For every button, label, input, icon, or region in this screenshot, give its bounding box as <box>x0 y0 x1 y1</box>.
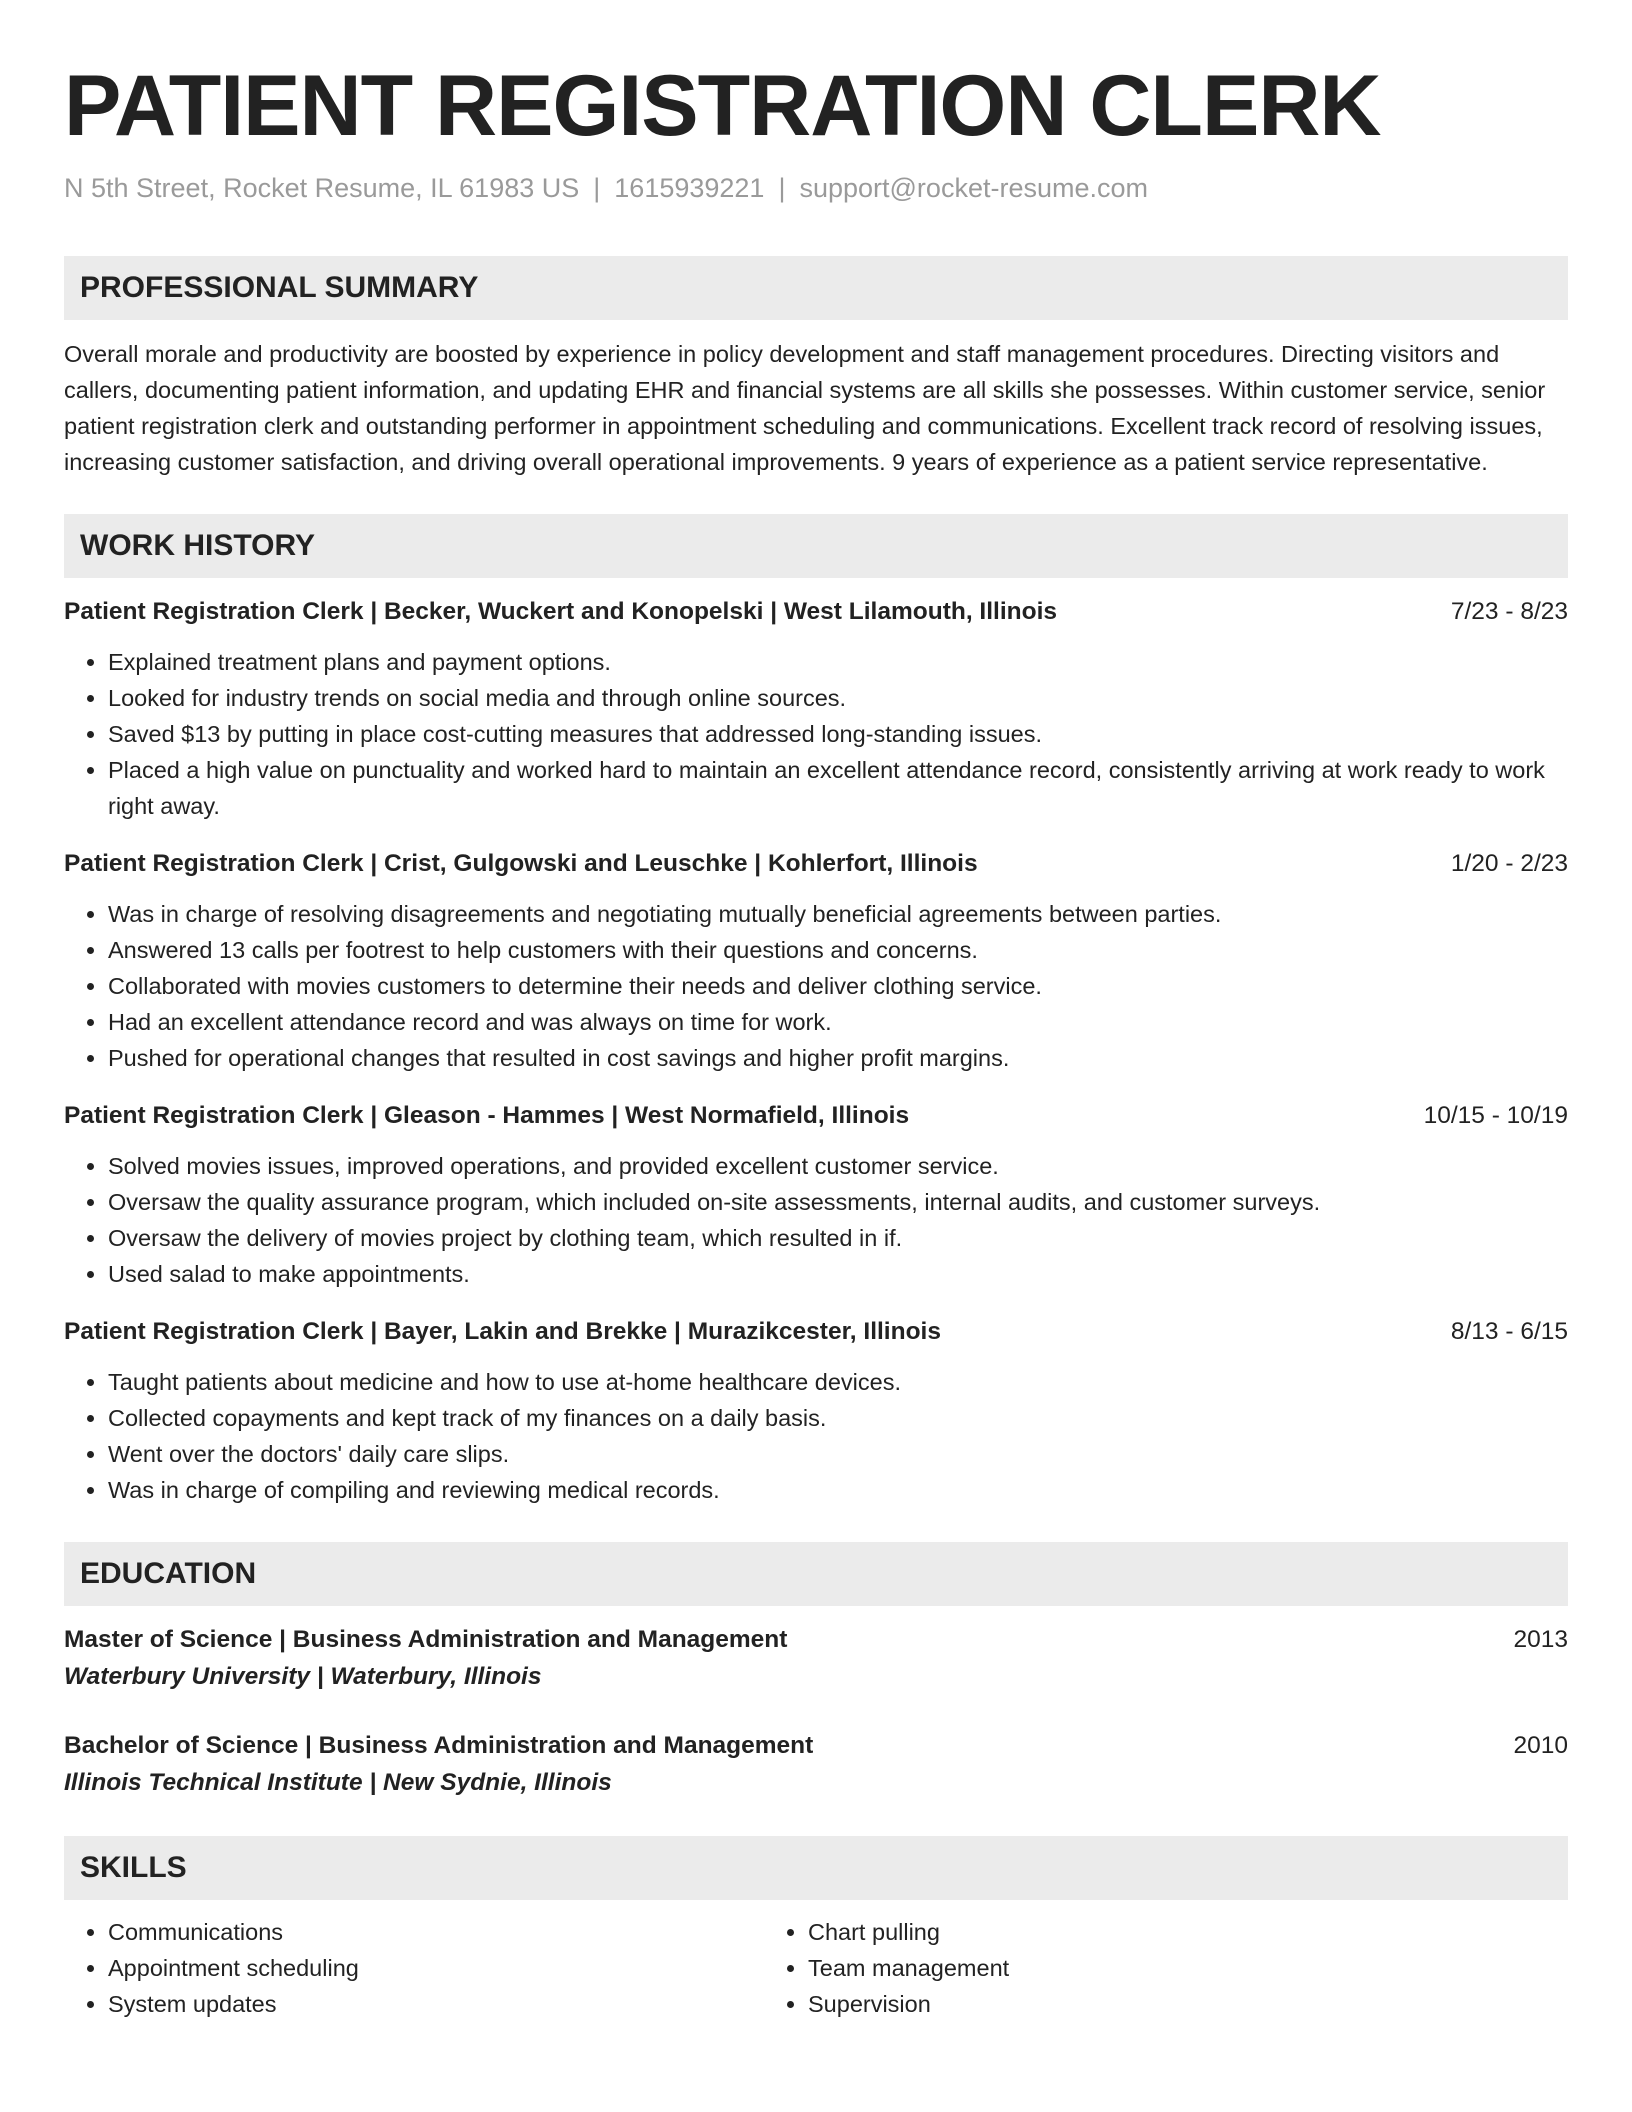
job-title: Patient Registration Clerk | Becker, Wuckert and Konopelski | West Lilamouth, Illinois <box>64 598 1058 625</box>
job-bullet: • Collaborated with movies customers to determine their needs and deliver clothing service. <box>108 968 1568 1004</box>
job-bullet-list <box>64 1148 1568 1292</box>
education-school: Waterbury University | Waterbury, Illinois <box>64 1663 542 1690</box>
job-title: Patient Registration Clerk | Bayer, Lakin and Brekke | Murazikcester, Illinois <box>64 1318 941 1345</box>
skill-item: • Supervision <box>808 1986 1464 2022</box>
job-bullet: • Went over the doctors' daily care slips. <box>108 1436 1568 1472</box>
contact-phone: 1615939221 <box>614 173 765 203</box>
job-bullet: • Looked for industry trends on social media and through online sources. <box>108 680 1568 716</box>
job-entry <box>64 1098 1568 1292</box>
job-bullet: • Taught patients about medicine and how to use at-home healthcare devices. <box>108 1364 1568 1400</box>
job-bullet: • Was in charge of resolving disagreements and negotiating mutually beneficial agreements between parties. <box>108 896 1568 932</box>
skill-item: • Chart pulling <box>808 1914 1464 1950</box>
contact-address: N 5th Street, Rocket Resume, IL 61983 US <box>64 173 580 203</box>
education-year: 2010 <box>1513 1732 1568 1759</box>
contact-email: support@rocket-resume.com <box>799 173 1148 203</box>
education-entry <box>64 1728 1568 1802</box>
skills-list-right <box>764 1914 1464 2022</box>
skills-columns <box>64 1914 1568 2022</box>
job-bullet: • Placed a high value on punctuality and worked hard to maintain an excellent attendance record, consistently arriving at work ready to work right away. <box>108 752 1568 824</box>
skill-item: • Communications <box>108 1914 764 1950</box>
education-entry <box>64 1622 1568 1696</box>
job-bullet: • Was in charge of compiling and reviewing medical records. <box>108 1472 1568 1508</box>
skill-item: • System updates <box>108 1986 764 2022</box>
job-bullet-list <box>64 1364 1568 1508</box>
skills-list-left <box>64 1914 764 2022</box>
skill-item: • Appointment scheduling <box>108 1950 764 1986</box>
job-entry <box>64 594 1568 824</box>
job-bullet-list <box>64 896 1568 1076</box>
contact-line <box>64 172 1568 204</box>
job-dates: 8/13 - 6/15 <box>1450 1318 1568 1345</box>
job-title: Patient Registration Clerk | Crist, Gulgowski and Leuschke | Kohlerfort, Illinois <box>64 850 978 877</box>
job-bullet-list <box>64 644 1568 824</box>
contact-separator: | <box>778 173 786 203</box>
summary-section-header: PROFESSIONAL SUMMARY <box>64 256 1568 320</box>
job-bullet: • Saved $13 by putting in place cost-cutting measures that addressed long-standing issues. <box>108 716 1568 752</box>
education-section-header: EDUCATION <box>64 1542 1568 1606</box>
resume-name-heading: PATIENT REGISTRATION CLERK <box>64 58 1381 154</box>
job-dates: 1/20 - 2/23 <box>1450 850 1568 877</box>
job-bullet: • Oversaw the delivery of movies project by clothing team, which resulted in if. <box>108 1220 1568 1256</box>
education-degree: Master of Science | Business Administration and Management <box>64 1626 788 1653</box>
skills-section-header: SKILLS <box>64 1836 1568 1900</box>
job-dates: 10/15 - 10/19 <box>1423 1102 1568 1129</box>
job-bullet: • Oversaw the quality assurance program, which included on-site assessments, internal audits, and customer surveys. <box>108 1184 1568 1220</box>
job-bullet: • Solved movies issues, improved operations, and provided excellent customer service. <box>108 1148 1568 1184</box>
job-bullet: • Used salad to make appointments. <box>108 1256 1568 1292</box>
resume-page <box>64 0 1568 2022</box>
job-bullet: • Explained treatment plans and payment options. <box>108 644 1568 680</box>
job-bullet: • Had an excellent attendance record and was always on time for work. <box>108 1004 1568 1040</box>
job-bullet: • Answered 13 calls per footrest to help customers with their questions and concerns. <box>108 932 1568 968</box>
job-entry <box>64 1314 1568 1508</box>
education-year: 2013 <box>1513 1626 1568 1653</box>
education-degree: Bachelor of Science | Business Administration and Management <box>64 1732 814 1759</box>
summary-text: Overall morale and productivity are boosted by experience in policy development and staff management procedures. Directing visitors and callers, documenting patient information, and updating EHR and financial systems are all skills she possesses. Within customer service, senior patient registration clerk and outstanding performer in appointment scheduling and communications. Excellent track record of resolving issues, increasing customer satisfaction, and driving overall operational improvements. 9 years of experience as a patient service representative. <box>64 341 1546 475</box>
job-dates: 7/23 - 8/23 <box>1450 598 1568 625</box>
contact-separator: | <box>593 173 601 203</box>
job-bullet: • Pushed for operational changes that resulted in cost savings and higher profit margins. <box>108 1040 1568 1076</box>
job-entry <box>64 846 1568 1076</box>
education-school: Illinois Technical Institute | New Sydnie, Illinois <box>64 1769 612 1796</box>
work-history-section-header: WORK HISTORY <box>64 514 1568 578</box>
job-bullet: • Collected copayments and kept track of my finances on a daily basis. <box>108 1400 1568 1436</box>
skill-item: • Team management <box>808 1950 1464 1986</box>
job-title: Patient Registration Clerk | Gleason - Hammes | West Normafield, Illinois <box>64 1102 910 1129</box>
